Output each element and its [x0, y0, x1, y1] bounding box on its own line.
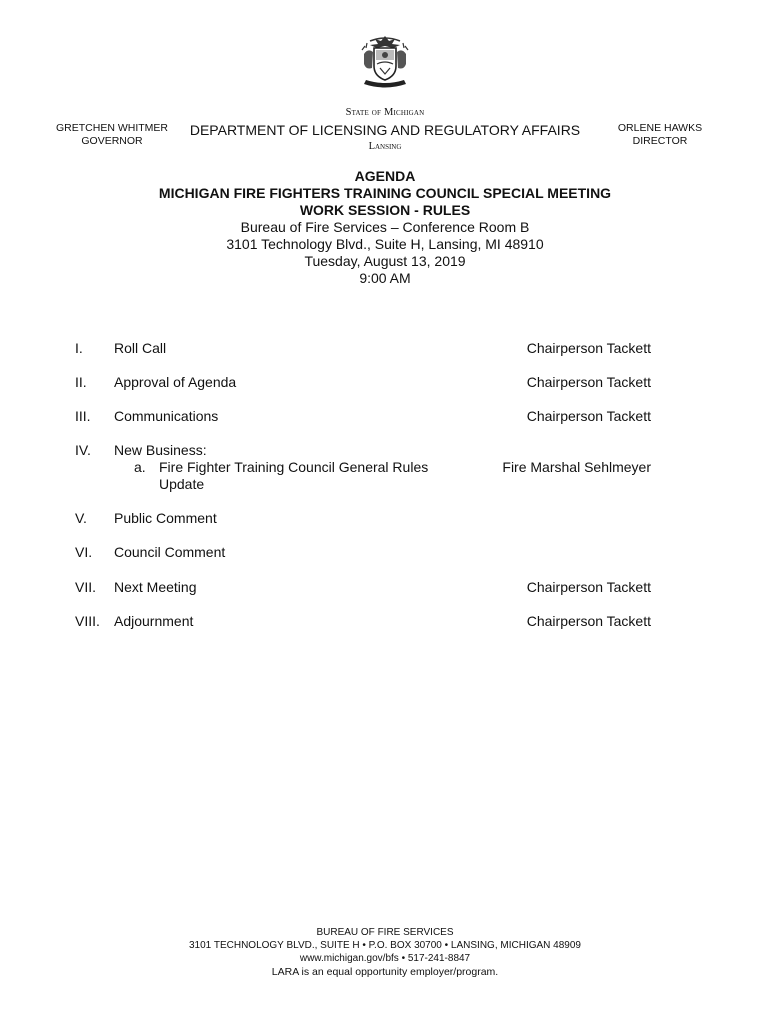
item-number: V.	[75, 510, 87, 526]
meeting-date: Tuesday, August 13, 2019	[304, 253, 466, 269]
department-name: DEPARTMENT OF LICENSING AND REGULATORY AFFAIRS	[189, 122, 581, 138]
sub-item-title: Fire Fighter Training Council General Rules	[159, 459, 429, 475]
item-number: VII.	[75, 579, 97, 595]
meeting-location: Bureau of Fire Services – Conference Room B	[240, 219, 530, 235]
item-number: VI.	[75, 544, 93, 560]
footer-address: 3101 TECHNOLOGY BLVD., SUITE H • P.O. BOX 30700 • LANSING, MICHIGAN 48909	[189, 940, 581, 951]
item-number: VIII.	[75, 613, 100, 629]
director-name: ORLENE HAWKS	[617, 122, 703, 134]
item-title: Approval of Agenda	[114, 374, 237, 390]
item-title: Communications	[114, 408, 219, 424]
meeting-address: 3101 Technology Blvd., Suite H, Lansing, MI 48910	[226, 236, 544, 252]
item-number: III.	[75, 408, 91, 424]
item-number: IV.	[75, 442, 91, 458]
governor-title: GOVERNOR	[81, 135, 143, 147]
item-presenter: Chairperson Tackett	[526, 613, 651, 629]
session-name: WORK SESSION - RULES	[299, 202, 471, 218]
michigan-state-seal-icon	[358, 34, 412, 90]
item-title: Next Meeting	[114, 579, 197, 595]
director-block	[606, 122, 714, 148]
letterhead	[185, 107, 585, 153]
item-title: Roll Call	[114, 340, 167, 356]
sub-item-presenter: Fire Marshal Sehlmeyer	[502, 459, 651, 475]
item-presenter: Chairperson Tackett	[526, 374, 651, 390]
item-title: Adjournment	[114, 613, 194, 629]
city-name: Lansing	[368, 141, 402, 152]
page-footer	[60, 926, 710, 979]
item-title: Council Comment	[114, 544, 226, 560]
item-presenter: Chairperson Tackett	[526, 579, 651, 595]
item-title: Public Comment	[114, 510, 217, 526]
footer-bureau: BUREAU OF FIRE SERVICES	[316, 927, 454, 938]
agenda-title: AGENDA	[354, 168, 416, 184]
governor-name: GRETCHEN WHITMER	[56, 122, 168, 134]
item-number: I.	[75, 340, 83, 356]
meeting-name: MICHIGAN FIRE FIGHTERS TRAINING COUNCIL SPECIAL MEETING	[158, 185, 612, 201]
sub-item-title-continued: Update	[159, 476, 205, 492]
footer-eeo: LARA is an equal opportunity employer/program.	[271, 966, 499, 978]
state-name: State of Michigan	[345, 107, 425, 118]
meeting-time: 9:00 AM	[359, 270, 411, 286]
item-number: II.	[75, 374, 87, 390]
item-presenter: Chairperson Tackett	[526, 408, 651, 424]
director-title: DIRECTOR	[632, 135, 688, 147]
governor-block	[52, 122, 172, 148]
footer-contact: www.michigan.gov/bfs • 517-241-8847	[299, 953, 471, 964]
item-title: New Business:	[114, 442, 207, 458]
agenda-heading	[60, 168, 710, 287]
item-presenter: Chairperson Tackett	[526, 340, 651, 356]
sub-item-letter: a.	[134, 459, 146, 475]
